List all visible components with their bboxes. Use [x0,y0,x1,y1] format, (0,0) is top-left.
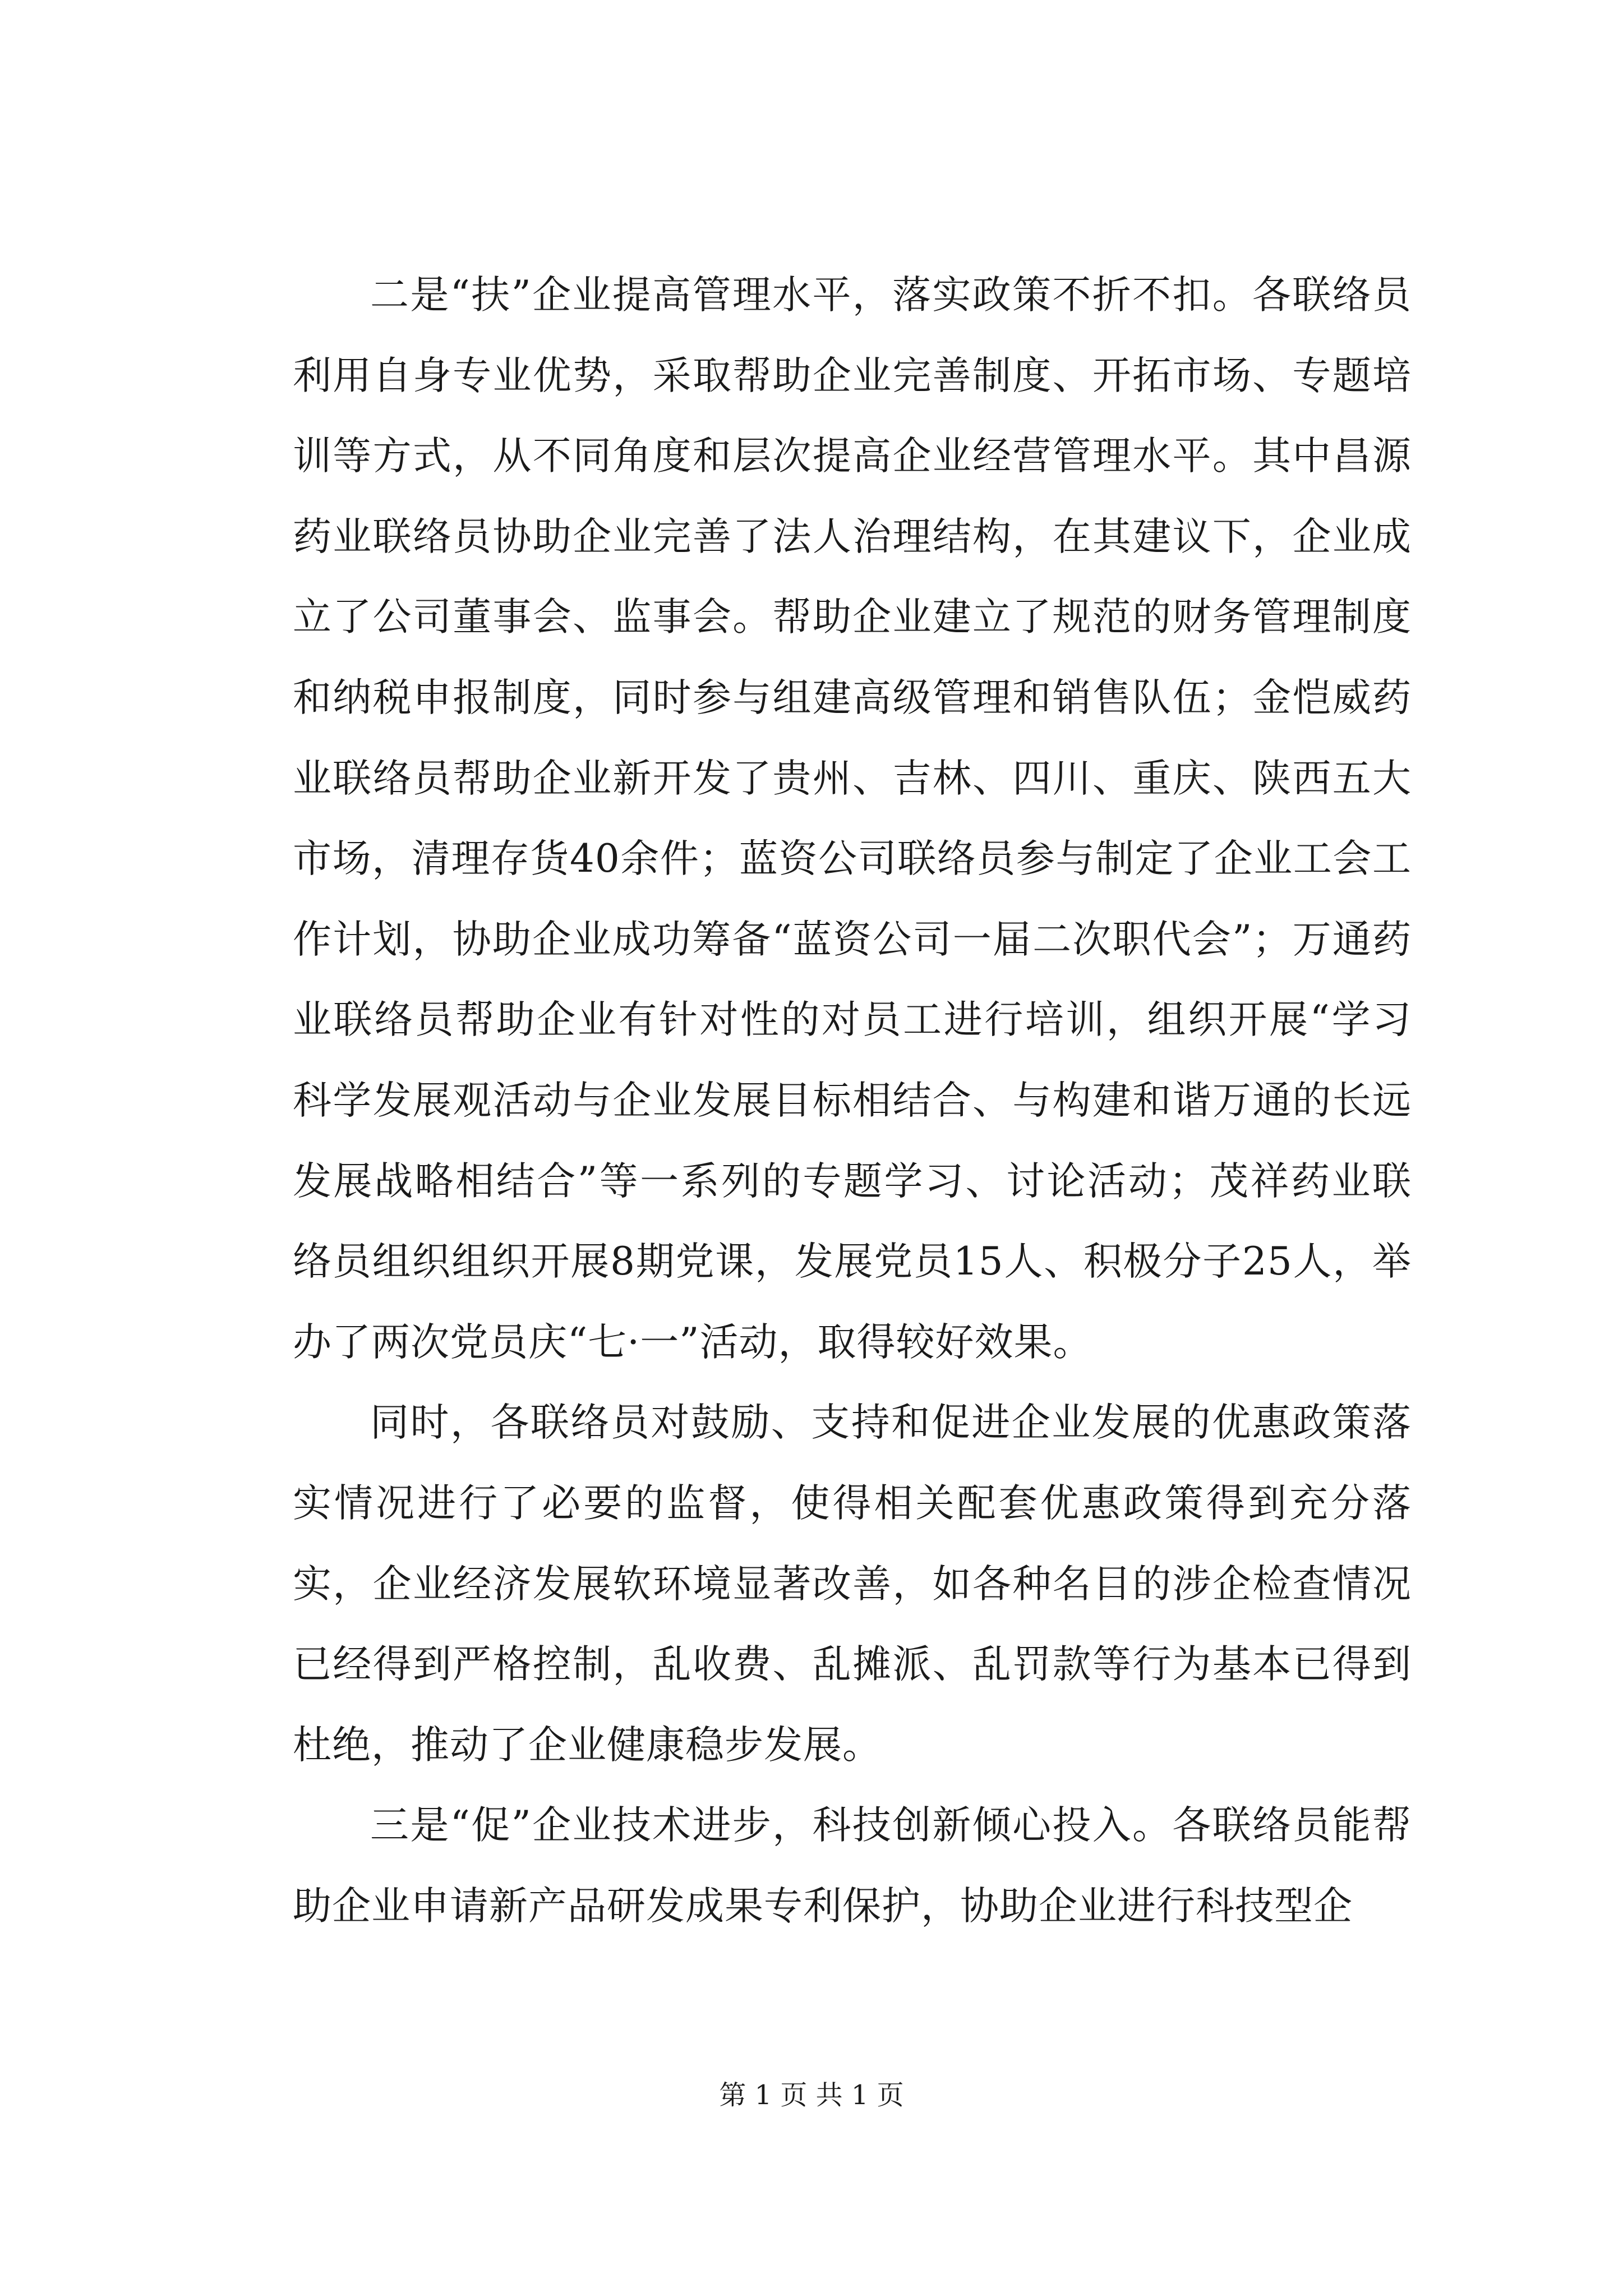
paragraph-policy-supervision: 同时，各联络员对鼓励、支持和促进企业发展的优惠政策落实情况进行了必要的监督，使得相关配套优惠政策得到充分落实，企业经济发展软环境显著改善，如各种名目的涉企检查情况已经得到严格控制，乱收费、乱摊派、乱罚款等行为基本已得到杜绝，推动了企业健康稳步发展。 [293,1400,1412,1768]
paragraph-technology: 三是“促”企业技术进步，科技创新倾心投入。各联络员能帮助企业申请新产品研发成果专利保护，协助企业进行科技型企 [293,1803,1412,1929]
document-body [293,255,1412,1947]
paragraph-management: 二是“扶”企业提高管理水平，落实政策不折不扣。各联络员利用自身专业优势，采取帮助企业完善制度、开拓市场、专题培训等方式，从不同角度和层次提高企业经营管理水平。其中昌源药业联络员协助企业完善了法人治理结构，在其建议下，企业成立了公司董事会、监事会。帮助企业建立了规范的财务管理制度和纳税申报制度，同时参与组建高级管理和销售队伍；金恺威药业联络员帮助企业新开发了贵州、吉林、四川、重庆、陕西五大市场，清理存货40余件；蓝资公司联络员参与制定了企业工会工作计划，协助企业成功筹备“蓝资公司一届二次职代会”；万通药业联络员帮助企业有针对性的对员工进行培训，组织开展“学习科学发展观活动与企业发展目标相结合、与构建和谐万通的长远发展战略相结合”等一系列的专题学习、讨论活动；茂祥药业联络员组织组织开展8期党课，发展党员15人、积极分子25人，举办了两次党员庆“七·一”活动，取得较好效果。 [293,273,1412,1365]
page-footer: 第 1 页 共 1 页 [719,2079,904,2111]
